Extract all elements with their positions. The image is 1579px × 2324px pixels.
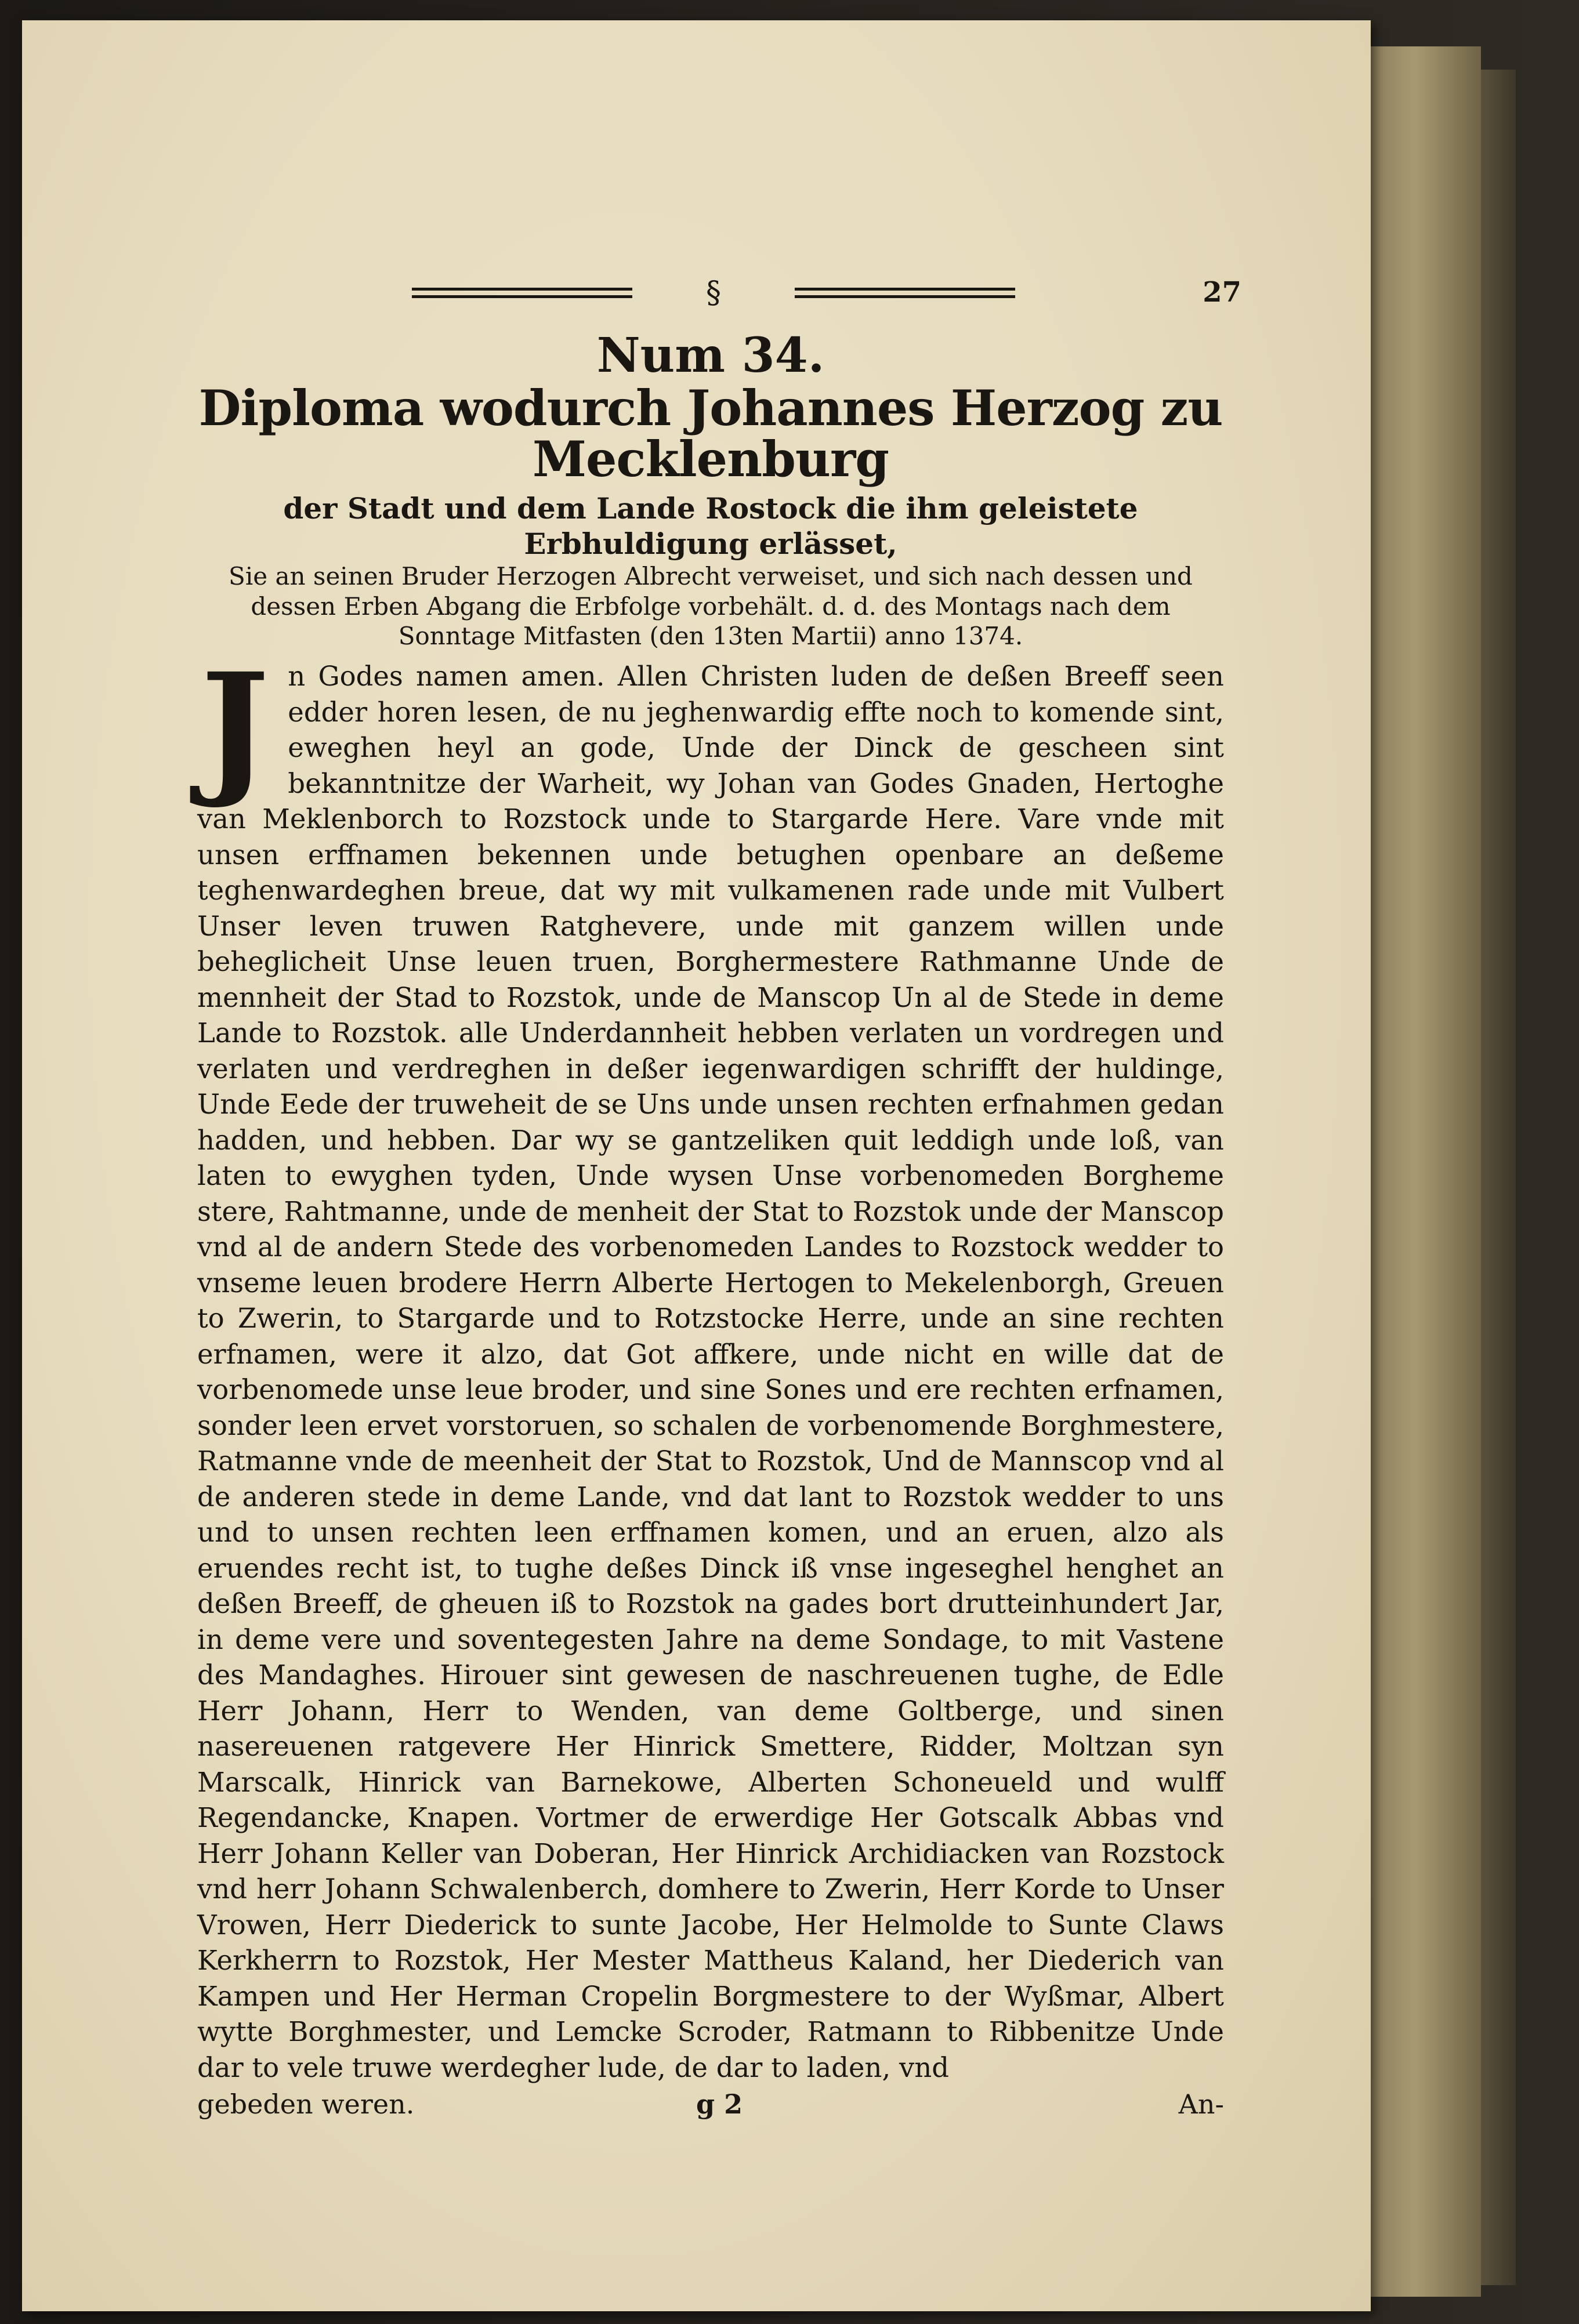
header-ornament	[389, 275, 1038, 310]
page-header	[197, 273, 1241, 319]
document-number: Num 34.	[596, 328, 825, 383]
document-summary	[197, 491, 1224, 651]
page-number: 27	[1203, 276, 1241, 309]
ornament-center: §	[706, 275, 721, 310]
ornament-bar-left	[389, 285, 655, 300]
document-title: Diploma wodurch Johannes Herzog zu Mecklenburg	[198, 379, 1223, 488]
body-text: n Godes namen amen. Allen Christen luden de deßen Breeff seen edder horen lesen, de nu jeghenwardig effte noch to komende sint, eweghen heyl an gode, Unde der Dinck de gescheen sint bekanntnitze der Warheit, wy Johan van Godes Gnaden, Hertoghe van Meklenborch to Rozstock unde to Stargarde Here. Vare vnde mit unsen erffnamen bekennen unde betughen openbare an deßeme teghenwardeghen breue, dat wy mit vulkamenen rade unde mit Vulbert Unser leven truwen Ratghevere, unde mit ganzem willen unde beheglicheit Unse leuen truen, Borghermestere Rathmanne Unde de mennheit der Stad to Rozstok, unde de Manscop Un al de Stede in deme Lande to Rozstok. alle Underdannheit hebben verlaten un vordregen und verlaten und verdreghen in deßer iegenwardigen schrifft der huldinge, Unde Eede der truweheit de se Uns unde unsen rechten erfnahmen gedan hadden, und hebben. Dar wy se gantzeliken quit leddigh unde loß, van laten to ewyghen tyden, Unde wysen Unse vorbenomeden Borgheme stere, Rahtmanne, unde de menheit der Stat to Rozstok unde der Manscop vnd al de andern Stede des vorbenomeden Landes to Rozstock wedder to vnseme leuen brodere Herrn Alberte Hertogen to Mekelenborgh, Greuen to Zwerin, to Stargarde und to Rotzstocke Herre, unde an sine rechten erfnamen, were it alzo, dat Got affkere, unde nicht en wille dat de vorbenomede unse leue broder, und sine Sones und ere rechten erfnamen, sonder leen ervet vorstoruen, so schalen de vorbenomende Borghmestere, Ratmanne vnde de meenheit der Stat to Rozstok, Und de Mannscop vnd al de anderen stede in deme Lande, vnd dat lant to Rozstok wedder to uns und to unsen rechten leen erffnamen komen, und an eruen, alzo als eruendes recht ist, to tughe deßes Dinck iß vnse ingeseghel henghet an deßen Breeff, de gheuen iß to Rozstok na gades bort drutteinhundert Jar, in deme vere und soventegesten Jahre na deme Sondage, to mit Vastene des Mandaghes. Hirouer sint gewesen de naschreuenen tughe, de Edle Herr Johann, Herr to Wenden, van deme Goltberge, und sinen nasereuenen ratgevere Her Hinrick Smettere, Ridder, Moltzan syn Marscalk, Hinrick van Barnekowe, Alberten Schoneueld und wulff Regendancke, Knapen. Vortmer de erwerdige Her Gotscalk Abbas vnd Herr Johann Keller van Doberan, Her Hinrick Archidiacken van Rozstock vnd herr Johann Schwalenberch, domhere to Zwerin, Herr Korde to Unser Vrowen, Herr Diederick to sunte Jacobe, Her Helmolde to Sunte Claws Kerkherrn to Rozstok, Her Mester Mattheus Kaland, her Diederich van Kampen und Her Herman Cropelin Borgmestere to der Wyßmar, Albert wytte Borghmester, und Lemcke Scroder, Ratmann to Ribbenitze Unde dar to vele truwe werdegher lude, de dar to laden, vnd	[197, 661, 1224, 2083]
page-content	[197, 273, 1241, 2123]
catchword: An-	[1178, 2089, 1224, 2120]
binding-edge	[1481, 70, 1516, 2285]
ornament-bar-right	[772, 285, 1038, 300]
document-body	[197, 641, 1224, 2086]
last-line-text: gebeden weren.	[197, 2089, 415, 2120]
signature-mark: g 2	[696, 2089, 743, 2120]
summary-line-1: der Stadt und dem Lande Rostock die ihm geleistete Erbhuldigung erlässet,	[283, 491, 1138, 561]
drop-cap: J	[201, 641, 270, 812]
page-footer	[197, 2086, 1224, 2123]
summary-line-2: Sie an seinen Bruder Herzogen Albrecht verweiset, und sich nach dessen und dessen Erben Abgang die Erbfolge vorbehält. d. d. des Montags nach dem Sonntage Mitfasten (den 13ten Martii) anno 1374.	[229, 562, 1193, 650]
page-edge	[1371, 46, 1481, 2297]
